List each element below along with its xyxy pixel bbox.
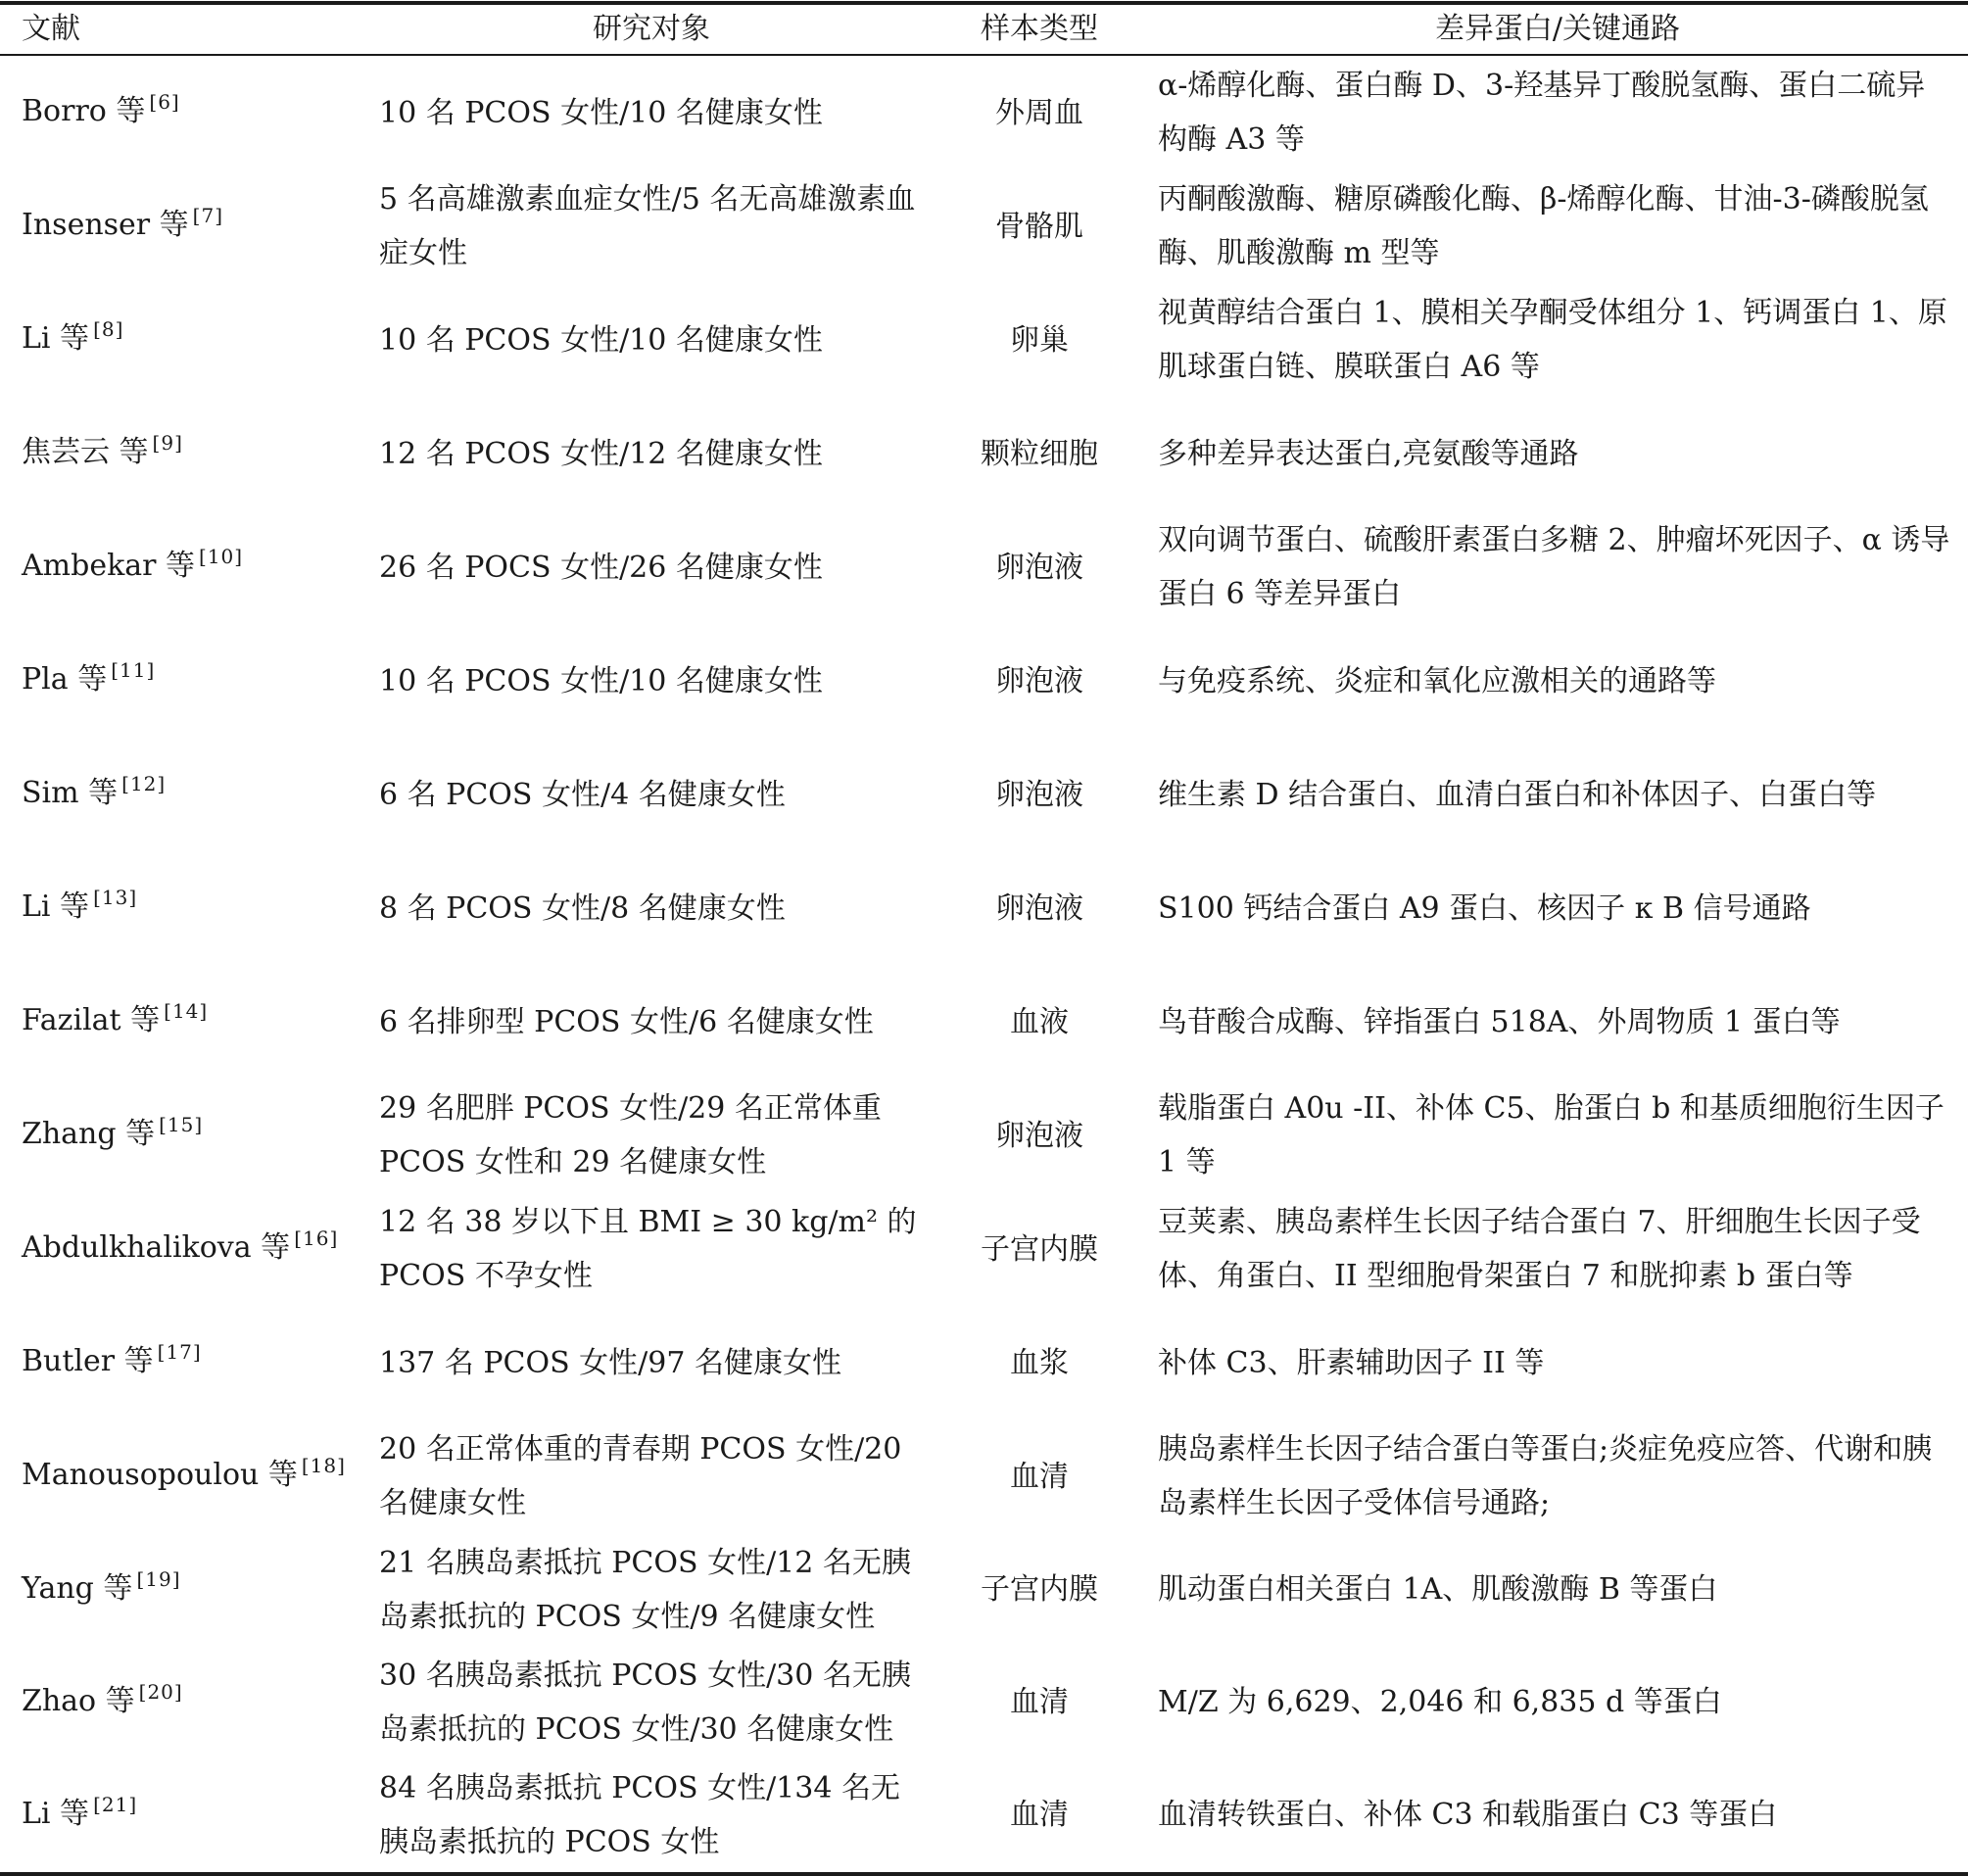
- sample-type-cell: [940, 169, 1138, 283]
- subject-text: 12 名 38 岁以下且 BMI ≥ 30 kg/m² 的 PCOS 不孕女性: [379, 1205, 917, 1293]
- subject-text: 84 名胰岛素抵抗 PCOS 女性/134 名无胰岛素抵抗的 PCOS 女性: [379, 1770, 900, 1859]
- proteins-cell: [1158, 1533, 1951, 1646]
- sample-type-cell: [940, 738, 1138, 851]
- subject-cell: [379, 851, 928, 965]
- proteins-text: 血清转铁蛋白、补体 C3 和载脂蛋白 C3 等蛋白: [1158, 1798, 1778, 1832]
- sample-type-text: 血清: [1010, 1798, 1069, 1832]
- table-row: [0, 738, 1968, 851]
- table-row: [0, 56, 1968, 169]
- reference-cell: [22, 169, 374, 283]
- reference-cell: [22, 851, 374, 965]
- table-row: [0, 1758, 1968, 1871]
- sample-type-cell: [940, 1192, 1138, 1306]
- sample-type-text: 颗粒细胞: [981, 436, 1098, 471]
- table-row: [0, 624, 1968, 738]
- sample-type-text: 卵泡液: [995, 777, 1083, 812]
- sample-type-cell: [940, 965, 1138, 1079]
- table-row: [0, 169, 1968, 283]
- header-reference: 文献: [22, 11, 80, 46]
- sample-type-text: 子宫内膜: [981, 1231, 1098, 1267]
- reference-author: 焦芸云 等: [22, 435, 149, 469]
- reference-author: Ambekar 等: [22, 549, 196, 583]
- subject-cell: [379, 1079, 928, 1192]
- reference-author: Li 等: [22, 890, 90, 924]
- sample-type-text: 骨骼肌: [995, 209, 1083, 244]
- header-subject: 研究对象: [593, 11, 710, 46]
- proteins-text: 视黄醇结合蛋白 1、膜相关孕酮受体组分 1、钙调蛋白 1、原肌球蛋白链、膜联蛋白 A6 等: [1158, 296, 1947, 384]
- reference-cell: [22, 283, 374, 397]
- proteins-cell: [1158, 624, 1951, 738]
- subject-text: 26 名 POCS 女性/26 名健康女性: [379, 550, 823, 585]
- proteins-cell: [1158, 1758, 1951, 1871]
- reference-author: Zhang 等: [22, 1117, 156, 1151]
- subject-text: 10 名 PCOS 女性/10 名健康女性: [379, 95, 823, 130]
- reference-cell: [22, 1306, 374, 1419]
- sample-type-cell: [940, 1419, 1138, 1533]
- proteins-cell: [1158, 851, 1951, 965]
- sample-type-text: 血清: [1010, 1685, 1069, 1719]
- header-proteins: 差异蛋白/关键通路: [1434, 11, 1681, 46]
- subject-text: 5 名高雄激素血症女性/5 名无高雄激素血症女性: [379, 182, 916, 270]
- proteins-cell: [1158, 283, 1951, 397]
- reference-author: Yang 等: [22, 1570, 133, 1606]
- reference-author: Borro 等: [22, 94, 146, 128]
- subject-text: 137 名 PCOS 女性/97 名健康女性: [379, 1345, 841, 1380]
- reference-number: [13]: [93, 886, 138, 909]
- proteins-text: 鸟苷酸合成酶、锌指蛋白 518A、外周物质 1 蛋白等: [1158, 1004, 1841, 1039]
- proteins-text: 与免疫系统、炎症和氧化应激相关的通路等: [1158, 663, 1716, 698]
- reference-cell: [22, 56, 374, 169]
- proteins-text: 肌动蛋白相关蛋白 1A、肌酸激酶 B 等蛋白: [1158, 1572, 1718, 1607]
- reference-cell: [22, 397, 374, 510]
- proteins-cell: [1158, 1419, 1951, 1533]
- reference-cell: [22, 1533, 374, 1646]
- subject-text: 10 名 PCOS 女性/10 名健康女性: [379, 322, 823, 358]
- reference-author: Sim 等: [22, 776, 119, 810]
- table-bottom-rule: [0, 1872, 1968, 1876]
- subject-text: 6 名 PCOS 女性/4 名健康女性: [379, 777, 786, 812]
- sample-type-text: 卵泡液: [995, 890, 1083, 926]
- subject-cell: [379, 510, 928, 624]
- sample-type-cell: [940, 283, 1138, 397]
- table-row: [0, 510, 1968, 624]
- proteins-text: 胰岛素样生长因子结合蛋白等蛋白;炎症免疫应答、代谢和胰岛素样生长因子受体信号通路;: [1158, 1432, 1933, 1520]
- subject-cell: [379, 965, 928, 1079]
- proteins-cell: [1158, 397, 1951, 510]
- reference-number: [12]: [121, 772, 167, 795]
- reference-author: Li 等: [22, 1796, 90, 1831]
- proteins-cell: [1158, 1192, 1951, 1306]
- reference-author: Abdulkhalikova 等: [22, 1230, 291, 1265]
- table-row: [0, 283, 1968, 397]
- subject-cell: [379, 1419, 928, 1533]
- subject-text: 10 名 PCOS 女性/10 名健康女性: [379, 663, 823, 698]
- subject-text: 30 名胰岛素抵抗 PCOS 女性/30 名无胰岛素抵抗的 PCOS 女性/30 名健康女性: [379, 1658, 911, 1747]
- reference-cell: [22, 510, 374, 624]
- reference-number: [6]: [149, 90, 180, 114]
- sample-type-cell: [940, 1079, 1138, 1192]
- sample-type-cell: [940, 1533, 1138, 1646]
- header-sample-type: 样本类型: [981, 11, 1098, 46]
- reference-number: [9]: [152, 431, 183, 455]
- table-row: [0, 397, 1968, 510]
- sample-type-cell: [940, 397, 1138, 510]
- proteins-text: 补体 C3、肝素辅助因子 II 等: [1158, 1345, 1545, 1380]
- proteins-text: 丙酮酸激酶、糖原磷酸化酶、β-烯醇化酶、甘油-3-磷酸脱氢酶、肌酸激酶 m 型等: [1158, 182, 1929, 270]
- reference-author: Manousopoulou 等: [22, 1458, 298, 1492]
- subject-cell: [379, 1758, 928, 1871]
- reference-number: [18]: [301, 1454, 346, 1477]
- sample-type-text: 卵泡液: [995, 550, 1083, 585]
- proteins-text: 豆荚素、胰岛素样生长因子结合蛋白 7、肝细胞生长因子受体、角蛋白、II 型细胞骨架蛋白 7 和胱抑素 b 蛋白等: [1158, 1205, 1921, 1293]
- proteins-cell: [1158, 1646, 1951, 1758]
- proteins-cell: [1158, 510, 1951, 624]
- reference-cell: [22, 965, 374, 1079]
- subject-cell: [379, 283, 928, 397]
- reference-cell: [22, 1079, 374, 1192]
- reference-author: Fazilat 等: [22, 1003, 161, 1037]
- sample-type-cell: [940, 510, 1138, 624]
- sample-type-text: 血浆: [1010, 1345, 1069, 1380]
- reference-number: [17]: [157, 1340, 202, 1364]
- sample-type-cell: [940, 624, 1138, 738]
- subject-cell: [379, 397, 928, 510]
- reference-number: [8]: [93, 317, 124, 341]
- reference-number: [19]: [136, 1566, 181, 1591]
- sample-type-cell: [940, 56, 1138, 169]
- proteins-cell: [1158, 1306, 1951, 1419]
- sample-type-text: 外周血: [995, 95, 1083, 130]
- sample-type-text: 子宫内膜: [981, 1572, 1098, 1607]
- proteins-text: M/Z 为 6,629、2,046 和 6,835 d 等蛋白: [1158, 1685, 1722, 1719]
- sample-type-cell: [940, 1758, 1138, 1871]
- reference-number: [21]: [93, 1792, 138, 1816]
- reference-number: [16]: [294, 1227, 339, 1250]
- table-row: [0, 1533, 1968, 1646]
- subject-text: 21 名胰岛素抵抗 PCOS 女性/12 名无胰岛素抵抗的 PCOS 女性/9 名健康女性: [379, 1545, 911, 1634]
- reference-cell: [22, 1419, 374, 1533]
- subject-text: 29 名肥胖 PCOS 女性/29 名正常体重 PCOS 女性和 29 名健康女性: [379, 1091, 882, 1179]
- table-row: [0, 1646, 1968, 1758]
- reference-author: Insenser 等: [22, 208, 189, 242]
- reference-author: Li 等: [22, 321, 90, 356]
- reference-cell: [22, 738, 374, 851]
- sample-type-cell: [940, 1306, 1138, 1419]
- reference-number: [14]: [164, 999, 209, 1023]
- reference-cell: [22, 1192, 374, 1306]
- sample-type-cell: [940, 1646, 1138, 1758]
- subject-cell: [379, 1646, 928, 1758]
- table-row: [0, 965, 1968, 1079]
- proteins-cell: [1158, 169, 1951, 283]
- table-body: [0, 56, 1968, 1871]
- sample-type-cell: [940, 851, 1138, 965]
- proteins-text: α-烯醇化酶、蛋白酶 D、3-羟基异丁酸脱氢酶、蛋白二硫异构酶 A3 等: [1158, 69, 1926, 157]
- reference-number: [20]: [138, 1679, 183, 1704]
- sample-type-text: 卵巢: [1010, 322, 1069, 358]
- subject-cell: [379, 56, 928, 169]
- subject-cell: [379, 1533, 928, 1646]
- subject-text: 6 名排卵型 PCOS 女性/6 名健康女性: [379, 1004, 874, 1039]
- proteins-text: S100 钙结合蛋白 A9 蛋白、核因子 κ B 信号通路: [1158, 890, 1811, 926]
- subject-cell: [379, 1306, 928, 1419]
- sample-type-text: 血清: [1010, 1459, 1069, 1494]
- reference-number: [7]: [192, 204, 224, 227]
- reference-author: Butler 等: [22, 1344, 154, 1378]
- reference-number: [10]: [199, 545, 244, 568]
- subject-text: 12 名 PCOS 女性/12 名健康女性: [379, 436, 823, 471]
- proteins-text: 维生素 D 结合蛋白、血清白蛋白和补体因子、白蛋白等: [1158, 777, 1877, 812]
- proteins-text: 载脂蛋白 A0u -II、补体 C5、胎蛋白 b 和基质细胞衍生因子 1 等: [1158, 1091, 1944, 1179]
- subject-cell: [379, 1192, 928, 1306]
- sample-type-text: 卵泡液: [995, 663, 1083, 698]
- proteins-cell: [1158, 56, 1951, 169]
- table-row: [0, 1192, 1968, 1306]
- subject-text: 8 名 PCOS 女性/8 名健康女性: [379, 890, 786, 926]
- sample-type-text: 血液: [1010, 1004, 1069, 1039]
- table-row: [0, 851, 1968, 965]
- reference-cell: [22, 1646, 374, 1758]
- proteins-cell: [1158, 965, 1951, 1079]
- subject-cell: [379, 738, 928, 851]
- proteins-text: 双向调节蛋白、硫酸肝素蛋白多糖 2、肿瘤坏死因子、α 诱导蛋白 6 等差异蛋白: [1158, 523, 1950, 611]
- reference-number: [11]: [111, 658, 156, 682]
- reference-author: Zhao 等: [22, 1683, 135, 1718]
- sample-type-text: 卵泡液: [995, 1118, 1083, 1153]
- proteins-text: 多种差异表达蛋白,亮氨酸等通路: [1158, 436, 1579, 471]
- reference-number: [15]: [159, 1113, 204, 1136]
- subject-text: 20 名正常体重的青春期 PCOS 女性/20 名健康女性: [379, 1432, 902, 1520]
- proteins-cell: [1158, 738, 1951, 851]
- proteins-cell: [1158, 1079, 1951, 1192]
- reference-author: Pla 等: [22, 662, 108, 697]
- reference-cell: [22, 624, 374, 738]
- table-row: [0, 1079, 1968, 1192]
- table-row: [0, 1306, 1968, 1419]
- reference-cell: [22, 1758, 374, 1871]
- table-row: [0, 1419, 1968, 1533]
- subject-cell: [379, 169, 928, 283]
- subject-cell: [379, 624, 928, 738]
